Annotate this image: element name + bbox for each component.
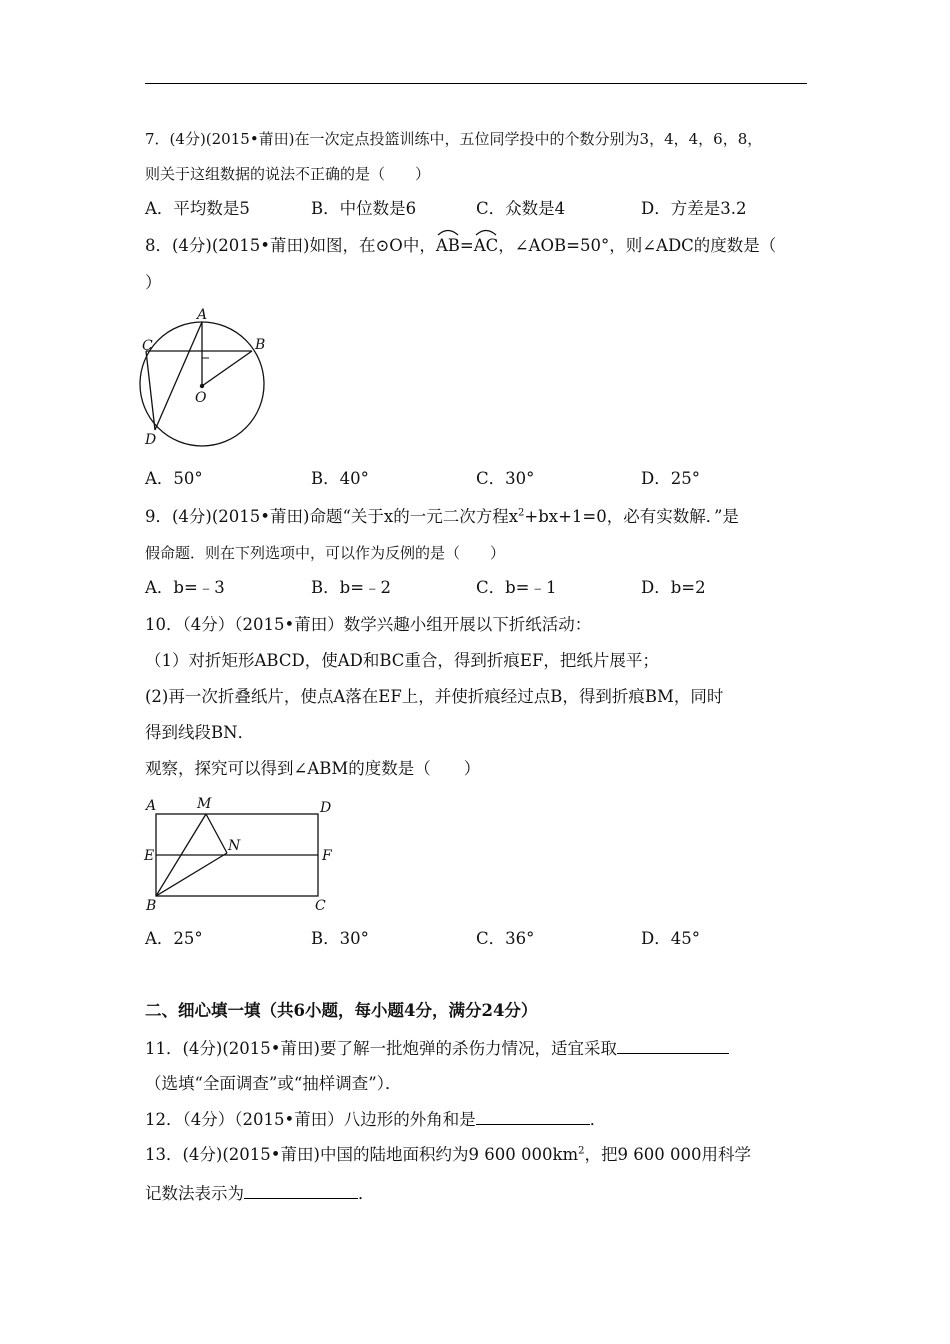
q8-prefix: 8．(4分)(2015•莆田)如图，在⊙O中， <box>145 236 436 255</box>
q11-line1 <box>145 1037 729 1060</box>
q8-line2: ） <box>145 273 162 292</box>
q13-sup: 2 <box>578 1145 585 1157</box>
q7-option-b[interactable]: B．中位数是6 <box>311 199 417 218</box>
q10-label-c: C <box>315 898 326 914</box>
arc-mark-icon <box>474 228 498 236</box>
q7-line2: 则关于这组数据的说法不正确的是（ ） <box>145 165 431 183</box>
q9-options <box>145 576 807 600</box>
q12-text: 12．（4分）（2015•莆田）八边形的外角和是 <box>145 1110 476 1129</box>
q10-options <box>145 927 807 951</box>
q8-label-c: C <box>142 338 153 354</box>
q12-answer-blank[interactable] <box>476 1108 590 1125</box>
q8-option-a[interactable]: A．50° <box>145 469 203 488</box>
q10-rectangle-figure <box>140 792 340 914</box>
q10-label-b: B <box>146 898 157 914</box>
q11-text: 11．(4分)(2015•莆田)要了解一批炮弹的杀伤力情况，适宜采取 <box>145 1039 617 1058</box>
q8-arc-ab <box>436 235 460 257</box>
q10-line1: 10．（4分）（2015•莆田）数学兴趣小组开展以下折纸活动： <box>145 615 592 634</box>
q8-label-b: B <box>255 337 266 353</box>
q8-label-a: A <box>197 307 208 323</box>
q8-line1 <box>145 235 776 257</box>
q13-line1-pre: 13．(4分)(2015•莆田)中国的陆地面积约为9 600 000km <box>145 1145 579 1164</box>
q10-line4: 得到线段BN． <box>145 723 255 742</box>
q8-label-d: D <box>145 432 157 448</box>
q10-line2: （1）对折矩形ABCD，使AD和BC重合，得到折痕EF，把纸片展平； <box>145 651 659 670</box>
q10-label-f: F <box>322 848 332 864</box>
q8-options <box>145 467 807 491</box>
q11-answer-blank[interactable] <box>617 1037 729 1054</box>
q10-label-m: M <box>197 796 212 812</box>
q10-line5: 观察，探究可以得到∠ABM的度数是（ ） <box>145 759 481 778</box>
q7-line1: 7．(4分)(2015•莆田)在一次定点投篮训练中，五位同学投中的个数分别为3，4，4，6，8， <box>145 130 763 148</box>
q9-line2: 假命题．则在下列选项中，可以作为反例的是（ ） <box>145 544 506 562</box>
q10-option-b[interactable]: B．30° <box>311 929 369 948</box>
q10-option-c[interactable]: C．36° <box>476 929 535 948</box>
q8-option-d[interactable]: D．25° <box>641 469 700 488</box>
q11-line2: （选填“全面调查”或“抽样调查”）． <box>145 1074 402 1093</box>
q10-line3: (2)再一次折叠纸片，使点A落在EF上，并使折痕经过点B，得到折痕BM，同时 <box>145 687 724 706</box>
q8-option-b[interactable]: B．40° <box>311 469 369 488</box>
q10-option-a[interactable]: A．25° <box>145 929 203 948</box>
q10-label-d: D <box>320 800 332 816</box>
q7-options <box>145 197 807 221</box>
section2-heading: 二、细心填一填（共6小题，每小题4分，满分24分） <box>145 1001 538 1020</box>
q8-arc-ac-label: AC <box>473 236 499 255</box>
q9-option-b[interactable]: B．b=﹣2 <box>311 578 392 597</box>
q10-label-n: N <box>228 838 241 854</box>
q10-option-d[interactable]: D．45° <box>641 929 700 948</box>
q13-line1 <box>145 1144 751 1166</box>
q7-option-c[interactable]: C．众数是4 <box>476 199 566 218</box>
q8-arc-ac <box>474 235 499 257</box>
q13-line1-post: ，把9 600 000用科学 <box>584 1145 751 1164</box>
q7-option-a[interactable]: A．平均数是5 <box>145 199 250 218</box>
q8-circle-figure <box>137 306 277 456</box>
q9-option-a[interactable]: A．b=﹣3 <box>145 578 225 597</box>
q8-arc-eq: = <box>459 236 474 255</box>
q9-option-d[interactable]: D．b=2 <box>641 578 706 597</box>
q13-line2 <box>145 1182 375 1205</box>
q13-answer-blank[interactable] <box>244 1182 358 1199</box>
q10-label-e: E <box>144 848 155 864</box>
q8-arc-ab-label: AB <box>435 236 460 255</box>
q9-option-c[interactable]: C．b=﹣1 <box>476 578 557 597</box>
q9-line1-pre: 9．(4分)(2015•莆田)命题“关于x的一元二次方程x <box>145 507 519 526</box>
q13-text: 记数法表示为 <box>145 1184 244 1203</box>
header-rule <box>145 83 807 84</box>
q13-end: ． <box>358 1184 375 1203</box>
q9-sup: 2 <box>518 507 525 519</box>
q7-option-d[interactable]: D．方差是3.2 <box>641 199 747 218</box>
q9-line1-post: +bx+1=0，必有实数解．”是 <box>524 507 739 526</box>
arc-mark-icon <box>436 228 460 236</box>
q8-suffix: ，∠AOB=50°，则∠ADC的度数是（ <box>498 236 777 255</box>
q10-label-a: A <box>146 798 157 814</box>
q8-label-o: O <box>195 390 207 406</box>
q8-option-c[interactable]: C．30° <box>476 469 535 488</box>
q12-end: ． <box>589 1110 607 1129</box>
q12-line1 <box>145 1108 606 1131</box>
q9-line1 <box>145 506 739 528</box>
